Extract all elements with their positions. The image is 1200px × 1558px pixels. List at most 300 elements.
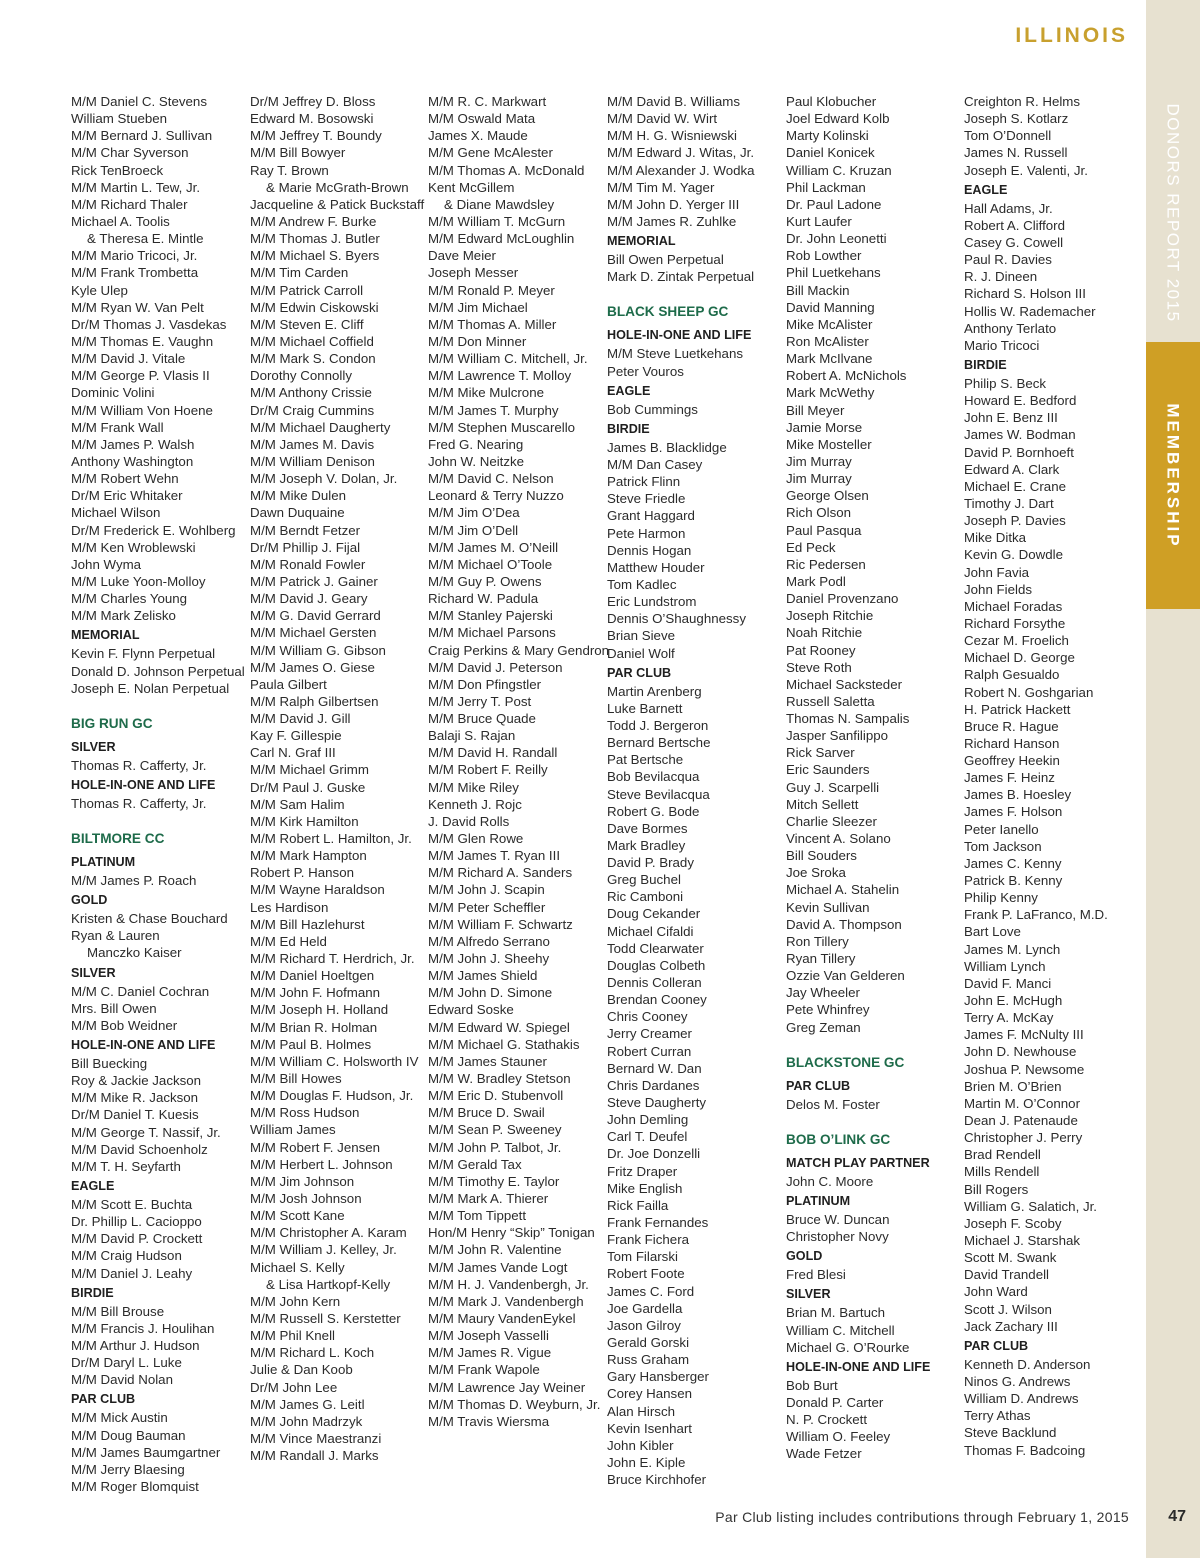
- donor-name: M/M Mike Mulcrone: [428, 385, 544, 401]
- donor-name: Robert Foote: [607, 1266, 685, 1282]
- donor-name: Bernard W. Dan: [607, 1060, 702, 1076]
- donor-name: M/M Mike Riley: [428, 779, 519, 795]
- donor-name: Ralph Gesualdo: [964, 667, 1060, 683]
- donor-name: M/M T. H. Seyfarth: [71, 1158, 181, 1174]
- donor-name: Daniel Wolf: [607, 645, 675, 661]
- donor-column-5: [786, 93, 964, 1463]
- donor-name: Leonard & Terry Nuzzo: [428, 488, 564, 504]
- donor-name: M/M Frank Wapole: [428, 1362, 540, 1378]
- donor-name: M/M James R. Zuhlke: [607, 213, 737, 229]
- donor-name: M/M Steven E. Cliff: [250, 316, 364, 332]
- donor-name: Hollis W. Rademacher: [964, 303, 1096, 319]
- donor-name: Edward Soske: [428, 1002, 514, 1018]
- donor-name: Joel Edward Kolb: [786, 111, 890, 127]
- donor-name: M/M Robert F. Reilly: [428, 762, 548, 778]
- donor-name: Guy J. Scarpelli: [786, 779, 880, 795]
- donor-name: M/M R. C. Markwart: [428, 94, 547, 109]
- donor-name: M/M Ralph Gilbertsen: [250, 693, 379, 709]
- donor-name: Fred Blesi: [786, 1267, 846, 1283]
- footer-note: Par Club listing includes contributions through February 1, 2015: [715, 1509, 1129, 1525]
- donor-name: William Stueben: [71, 111, 168, 127]
- donor-name: Gary Hansberger: [607, 1369, 709, 1385]
- donor-name: Mitch Sellett: [786, 796, 859, 812]
- donor-name: Bill Meyer: [786, 402, 845, 418]
- giving-level-heading: SILVER: [786, 1287, 831, 1302]
- donor-name: M/M Andrew F. Burke: [250, 213, 377, 229]
- donor-name: William James: [250, 1122, 336, 1138]
- donor-name: Kevin G. Dowdle: [964, 547, 1064, 563]
- donor-name: Peter Ianello: [964, 821, 1039, 837]
- donor-name: Balaji S. Rajan: [428, 728, 516, 744]
- donor-name: Michael G. O’Rourke: [786, 1339, 910, 1355]
- donor-name: Dave Bormes: [607, 820, 688, 836]
- donor-name: Joseph Messer: [428, 265, 519, 281]
- donor-name: Daniel Konicek: [786, 145, 875, 161]
- donor-name: Michael J. Starshak: [964, 1233, 1081, 1248]
- donor-name: M/M Sam Halim: [250, 796, 345, 812]
- donor-name: Joseph S. Kotlarz: [964, 111, 1069, 127]
- donor-name: Philip Kenny: [964, 890, 1038, 906]
- donor-name: M/M Jim O’Dea: [428, 505, 520, 521]
- donor-name: Rick Sarver: [786, 745, 855, 761]
- donor-name: Brian Sieve: [607, 628, 675, 644]
- donor-name: Dennis Hogan: [607, 542, 692, 558]
- donor-name: M/M Patrick Carroll: [250, 282, 364, 298]
- donor-name: M/M Michael Gersten: [250, 625, 377, 641]
- donor-name: Fritz Draper: [607, 1163, 678, 1179]
- donor-name: Bill Owen Perpetual: [607, 252, 724, 268]
- donor-name: M/M Francis J. Houlihan: [71, 1320, 215, 1336]
- donor-name: John E. Benz III: [964, 410, 1058, 426]
- donor-name: Steve Roth: [786, 659, 852, 675]
- donor-name: M/M Russell S. Kerstetter: [250, 1310, 401, 1326]
- donor-name: M/M James M. O’Neill: [428, 539, 559, 555]
- donor-name: Dean J. Patenaude: [964, 1113, 1078, 1129]
- donor-name: Jack Zachary III: [964, 1318, 1058, 1334]
- donor-name: Thomas R. Cafferty, Jr.: [71, 795, 207, 811]
- donor-name: Rob Lowther: [786, 248, 862, 264]
- donor-name: Paul Pasqua: [786, 522, 862, 538]
- donor-name: M/M Craig Hudson: [71, 1248, 182, 1264]
- donor-name: Bill Souders: [786, 848, 857, 864]
- donor-name: Rich Olson: [786, 505, 852, 521]
- donor-name: M/M Jim Michael: [428, 299, 528, 315]
- donor-name: Craig Perkins & Mary Gendron: [428, 642, 610, 658]
- donor-name: George Olsen: [786, 488, 869, 504]
- donor-name: Joseph E. Valenti, Jr.: [964, 162, 1088, 178]
- donor-name: M/M Vince Maestranzi: [250, 1430, 382, 1446]
- donor-name: M/M James G. Leitl: [250, 1396, 365, 1412]
- donor-name: Rick TenBroeck: [71, 162, 164, 178]
- donor-name: Steve Bevilacqua: [607, 786, 710, 802]
- donor-name: M/M John F. Hofmann: [250, 985, 381, 1001]
- donor-name: M/M Michael Grimm: [250, 762, 369, 778]
- donor-name: M/M Char Syverson: [71, 145, 189, 161]
- donor-name: Mike Ditka: [964, 530, 1027, 546]
- donor-name: Jason Gilroy: [607, 1317, 681, 1333]
- donor-name: Robert A. McNichols: [786, 368, 907, 384]
- donor-name: Dr. John Leonetti: [786, 231, 887, 247]
- giving-level-heading: BIRDIE: [964, 357, 1007, 372]
- donor-name: M/M James P. Walsh: [71, 436, 195, 452]
- donor-name: M/M James P. Roach: [71, 873, 197, 889]
- giving-level-heading: MATCH PLAY PARTNER: [786, 1155, 930, 1170]
- donor-name: James C. Ford: [607, 1283, 695, 1299]
- donor-name-continuation: & Marie McGrath-Brown: [266, 179, 409, 195]
- donor-name: Michael A. Toolis: [71, 213, 170, 229]
- club-heading: BILTMORE CC: [71, 831, 165, 847]
- donor-name: M/M Stephen Muscarello: [428, 419, 576, 435]
- donor-name: M/M David J. Peterson: [428, 659, 563, 675]
- donor-name: Doug Cekander: [607, 906, 701, 922]
- donor-name: Luke Barnett: [607, 700, 683, 716]
- donor-name: Dr/M Daryl L. Luke: [71, 1355, 182, 1371]
- donor-name: Dr/M Phillip J. Fijal: [250, 539, 361, 555]
- donor-name: Dr/M Daniel T. Kuesis: [71, 1107, 199, 1123]
- giving-level-heading: GOLD: [71, 893, 108, 908]
- donor-name: Chris Cooney: [607, 1009, 688, 1025]
- donor-name: M/M Sean P. Sweeney: [428, 1122, 562, 1138]
- donor-name: Greg Zeman: [786, 1019, 861, 1035]
- donor-name: M/M John D. Yerger III: [607, 196, 740, 212]
- donor-name: James X. Maude: [428, 128, 528, 144]
- donor-name: M/M Edward McLoughlin: [428, 231, 575, 247]
- donor-name: Mark Bradley: [607, 837, 686, 853]
- donor-name: M/M William T. McGurn: [428, 213, 566, 229]
- donor-name: M/M Thomas D. Weyburn, Jr.: [428, 1396, 601, 1412]
- donor-name: M/M Brian R. Holman: [250, 1019, 378, 1035]
- donor-name: Kristen & Chase Bouchard: [71, 911, 228, 927]
- donor-name: Mark McWethy: [786, 385, 875, 401]
- donor-name: M/M David Schoenholz: [71, 1141, 208, 1157]
- donor-column-6: [964, 93, 1142, 1459]
- donor-name: Ric Camboni: [607, 889, 684, 905]
- donor-name: Les Hardison: [250, 899, 329, 915]
- donor-name: M/M Frank Trombetta: [71, 265, 199, 281]
- donor-name: John E. Kiple: [607, 1454, 686, 1470]
- donor-name: M/M Ronald Fowler: [250, 556, 366, 572]
- donor-name: Dominic Volini: [71, 385, 155, 401]
- donor-column-2: [250, 93, 428, 1464]
- donor-name: John C. Moore: [786, 1173, 874, 1189]
- donor-name-continuation: & Theresa E. Mintle: [87, 231, 204, 247]
- donor-name: Dr. Phillip L. Cacioppo: [71, 1214, 202, 1230]
- donor-name: Frank Fichera: [607, 1232, 690, 1248]
- donor-name: Marty Kolinski: [786, 128, 869, 144]
- donor-name: M/M Douglas F. Hudson, Jr.: [250, 1088, 414, 1104]
- donor-name: Thomas N. Sampalis: [786, 711, 910, 727]
- donor-name: William G. Salatich, Jr.: [964, 1198, 1097, 1214]
- donor-name: M/M Timothy E. Taylor: [428, 1173, 560, 1189]
- donor-name: Patrick B. Kenny: [964, 873, 1063, 889]
- donor-name: Hall Adams, Jr.: [964, 200, 1053, 216]
- donor-name: Dr/M John Lee: [250, 1379, 338, 1395]
- donor-name: Eric Lundstrom: [607, 594, 697, 610]
- donor-name: M/M Tim M. Yager: [607, 179, 715, 195]
- donor-name: M/M David H. Randall: [428, 745, 558, 761]
- donor-name: M/M Jim Johnson: [250, 1173, 355, 1189]
- donor-name: M/M David C. Nelson: [428, 471, 554, 487]
- donor-name: M/M Alfredo Serrano: [428, 933, 550, 949]
- donor-name: Rick Failla: [607, 1197, 669, 1213]
- donor-name: Mike McAlister: [786, 316, 873, 332]
- donor-name: M/M Don Minner: [428, 333, 527, 349]
- donor-name: Christopher Novy: [786, 1229, 889, 1245]
- donor-name: M/M Bill Brouse: [71, 1303, 165, 1319]
- donor-name: Terry Athas: [964, 1408, 1031, 1424]
- donor-name: Christopher J. Perry: [964, 1130, 1083, 1146]
- donor-name: M/M James T. Ryan III: [428, 848, 561, 864]
- giving-level-heading: SILVER: [71, 965, 116, 980]
- donor-name: Eric Saunders: [786, 762, 870, 778]
- donor-name: M/M Patrick J. Gainer: [250, 573, 378, 589]
- donor-name: M/M Thomas E. Vaughn: [71, 333, 214, 349]
- donor-name: Hon/M Henry “Skip” Tonigan: [428, 1225, 595, 1241]
- donor-name: M/M Peter Scheffler: [428, 899, 546, 915]
- donor-name: Joe Sroka: [786, 865, 846, 881]
- donor-name: Alan Hirsch: [607, 1403, 675, 1419]
- donor-name: James F. Heinz: [964, 770, 1055, 786]
- donor-name-continuation: & Lisa Hartkopf-Kelly: [266, 1276, 391, 1292]
- donor-name: M/M Charles Young: [71, 591, 188, 607]
- donor-name: Martin Arenberg: [607, 683, 702, 699]
- donor-name: John Wyma: [71, 556, 142, 572]
- donor-name: M/M Joseph H. Holland: [250, 1002, 389, 1018]
- donor-name: John Favia: [964, 564, 1030, 580]
- donor-name: M/M William C. Mitchell, Jr.: [428, 351, 588, 367]
- donor-name: M/M Maury VandenEykel: [428, 1310, 576, 1326]
- donor-name: Anthony Washington: [71, 453, 194, 469]
- donor-name: Joe Gardella: [607, 1300, 683, 1316]
- donor-name: M/M W. Bradley Stetson: [428, 1071, 571, 1087]
- donor-name: Michael E. Crane: [964, 478, 1066, 494]
- donor-name: Paul R. Davies: [964, 252, 1052, 268]
- donor-name: Bruce W. Duncan: [786, 1212, 890, 1228]
- donor-name: M/M Mike Dulen: [250, 488, 347, 504]
- donor-name: M/M Dan Casey: [607, 456, 703, 472]
- donor-name: Jay Wheeler: [786, 985, 860, 1001]
- donor-name: Ron McAlister: [786, 333, 869, 349]
- donor-name: M/M Bruce D. Swail: [428, 1105, 545, 1121]
- donor-name: Steve Friedle: [607, 491, 686, 507]
- donor-name: M/M Michael S. Byers: [250, 248, 380, 264]
- donor-name: M/M John Madrzyk: [250, 1413, 363, 1429]
- donor-name: Joseph Ritchie: [786, 608, 874, 624]
- donor-name: John Demling: [607, 1112, 689, 1128]
- donor-name: Kevin Sullivan: [786, 899, 870, 915]
- donor-name: M/M Kirk Hamilton: [250, 813, 359, 829]
- donor-name: Ric Pedersen: [786, 556, 866, 572]
- donor-name: Bill Rogers: [964, 1181, 1029, 1197]
- donor-name: Howard E. Bedford: [964, 393, 1077, 409]
- donor-name: Geoffrey Heekin: [964, 753, 1060, 769]
- donor-name: Russell Saletta: [786, 693, 875, 709]
- donor-name: Dr/M Jeffrey D. Bloss: [250, 94, 376, 109]
- donor-name: M/M James Shield: [428, 968, 538, 984]
- donor-name: Steve Daugherty: [607, 1095, 707, 1111]
- donor-name: M/M Richard T. Herdrich, Jr.: [250, 951, 415, 967]
- donor-name: Dorothy Connolly: [250, 368, 352, 384]
- donor-name: Robert G. Bode: [607, 803, 700, 819]
- donor-name: Michael Foradas: [964, 598, 1063, 614]
- page-number: 47: [1168, 1508, 1186, 1525]
- donor-name: M/M Phil Knell: [250, 1328, 335, 1344]
- donor-name: Robert P. Hanson: [250, 865, 354, 881]
- donor-name: M/M Tom Tippett: [428, 1208, 527, 1224]
- donor-name: John Kibler: [607, 1437, 674, 1453]
- donor-name: Paul Klobucher: [786, 94, 877, 109]
- donor-name: Jacqueline & Patick Buckstaff: [250, 196, 425, 212]
- donor-name: Mark D. Zintak Perpetual: [607, 269, 755, 285]
- donor-name: M/M David J. Gill: [250, 711, 351, 727]
- donor-name: Robert N. Goshgarian: [964, 684, 1094, 700]
- donor-name: Ryan Tillery: [786, 951, 856, 967]
- donor-name: M/M Thomas J. Butler: [250, 231, 380, 247]
- donor-name: Brendan Cooney: [607, 992, 707, 1008]
- donor-name: M/M Bill Hazlehurst: [250, 916, 365, 932]
- donor-name: Michael S. Kelly: [250, 1259, 345, 1275]
- donor-name: David A. Thompson: [786, 916, 902, 932]
- donor-name: M/M James Stauner: [428, 1053, 547, 1069]
- donor-name: M/M Ronald P. Meyer: [428, 282, 555, 298]
- donor-name: Scott M. Swank: [964, 1250, 1057, 1266]
- donor-name: Carl N. Graf III: [250, 745, 336, 761]
- donor-name: Frank P. LaFranco, M.D.: [964, 907, 1108, 923]
- donor-name: Phil Lackman: [786, 179, 866, 195]
- donor-name: M/M David J. Vitale: [71, 351, 186, 367]
- donor-name: M/M Michael O’Toole: [428, 556, 553, 572]
- donor-name: Dr/M Thomas J. Vasdekas: [71, 316, 227, 332]
- donor-name: Bruce Kirchhofer: [607, 1472, 707, 1488]
- donor-name: M/M Michael Daugherty: [250, 419, 391, 435]
- donor-name: Joseph F. Scoby: [964, 1215, 1062, 1231]
- donor-name: M/M Richard L. Koch: [250, 1345, 375, 1361]
- giving-level-heading: EAGLE: [607, 383, 651, 398]
- donor-name: Grant Haggard: [607, 508, 695, 524]
- donor-name: Joshua P. Newsome: [964, 1061, 1085, 1077]
- donor-name: William C. Mitchell: [786, 1322, 895, 1338]
- donor-name: M/M Jeffrey T. Boundy: [250, 128, 382, 144]
- giving-level-heading: BIRDIE: [71, 1285, 114, 1300]
- donor-name: M/M Lawrence Jay Weiner: [428, 1379, 586, 1395]
- donor-name: M/M Daniel J. Leahy: [71, 1265, 193, 1281]
- donor-name: M/M Mark A. Thierer: [428, 1191, 549, 1206]
- donor-name: Matthew Houder: [607, 559, 705, 575]
- donor-name: M/M Doug Bauman: [71, 1427, 186, 1443]
- donor-name: Brien M. O’Brien: [964, 1078, 1062, 1094]
- donor-name: M/M Bill Bowyer: [250, 145, 346, 161]
- donor-name: Michael Sacksteder: [786, 676, 903, 692]
- giving-level-heading: GOLD: [786, 1249, 823, 1264]
- donor-name: Frank Fernandes: [607, 1215, 709, 1231]
- giving-level-heading: EAGLE: [71, 1179, 115, 1194]
- donor-name: Kyle Ulep: [71, 282, 128, 298]
- donor-name: William O. Feeley: [786, 1429, 891, 1445]
- donor-name: Tom Filarski: [607, 1249, 678, 1265]
- donor-name: Creighton R. Helms: [964, 94, 1081, 109]
- club-heading: BIG RUN GC: [71, 715, 153, 731]
- donor-name: Douglas Colbeth: [607, 957, 706, 973]
- donor-name: M/M John Kern: [250, 1293, 341, 1309]
- donor-name: Terry A. McKay: [964, 1010, 1054, 1026]
- giving-level-heading: HOLE-IN-ONE AND LIFE: [607, 328, 752, 343]
- donor-name: M/M Bill Howes: [250, 1071, 342, 1087]
- donor-name: M/M George P. Vlasis II: [71, 368, 210, 384]
- donor-name: M/M Mick Austin: [71, 1410, 168, 1426]
- donor-name: Timothy J. Dart: [964, 495, 1054, 511]
- donor-name: David P. Brady: [607, 855, 694, 871]
- donor-column-3: [428, 93, 610, 1430]
- report-title: DONORS REPORT 2015: [1164, 103, 1184, 323]
- donor-name: M/M Bruce Quade: [428, 711, 536, 727]
- club-heading: BLACKSTONE GC: [786, 1054, 905, 1070]
- donor-name: Anthony Terlato: [964, 320, 1057, 336]
- donor-name: Mills Rendell: [964, 1164, 1040, 1180]
- donor-name: Dave Meier: [428, 248, 496, 264]
- donor-name: Pat Bertsche: [607, 752, 684, 768]
- giving-level-heading: PAR CLUB: [964, 1338, 1029, 1353]
- donor-name: M/M Ken Wroblewski: [71, 539, 196, 555]
- donor-name: M/M David J. Geary: [250, 591, 368, 607]
- donor-name: M/M Edward J. Witas, Jr.: [607, 145, 755, 161]
- donor-name: Pete Harmon: [607, 525, 686, 541]
- donor-name: Peter Vouros: [607, 363, 684, 379]
- donor-name: Jasper Sanfilippo: [786, 728, 889, 744]
- donor-name: Dennis O’Shaughnessy: [607, 611, 746, 627]
- donor-name: Donald P. Carter: [786, 1395, 884, 1410]
- donor-name: Bart Love: [964, 924, 1021, 940]
- donor-name: Greg Buchel: [607, 872, 681, 888]
- donor-name: Noah Ritchie: [786, 625, 863, 641]
- donor-name: Robert Curran: [607, 1043, 692, 1059]
- donor-name: Mike English: [607, 1180, 683, 1196]
- donor-name: M/M Michael G. Stathakis: [428, 1036, 580, 1052]
- donor-name: M/M Ryan W. Van Pelt: [71, 299, 204, 315]
- donor-name: John D. Newhouse: [964, 1044, 1077, 1060]
- donor-name: M/M C. Daniel Cochran: [71, 983, 210, 999]
- donor-name: M/M Mark J. Vandenbergh: [428, 1293, 584, 1309]
- donor-name: M/M John R. Valentine: [428, 1242, 562, 1258]
- donor-name: Richard Hanson: [964, 735, 1060, 751]
- donor-name: Dr/M Paul J. Guske: [250, 779, 366, 795]
- donor-name: M/M John P. Talbot, Jr.: [428, 1139, 562, 1155]
- donor-name: M/M Mark Hampton: [250, 848, 367, 864]
- donor-name: Kevin F. Flynn Perpetual: [71, 646, 216, 662]
- donor-name: M/M William C. Holsworth IV: [250, 1053, 419, 1069]
- donor-name: M/M Bob Weidner: [71, 1017, 178, 1033]
- donor-name: M/M Herbert L. Johnson: [250, 1156, 393, 1172]
- donor-name: Jim Murray: [786, 471, 852, 487]
- donor-name: Dr. Joe Donzelli: [607, 1146, 701, 1162]
- donor-name: James B. Blacklidge: [607, 439, 727, 455]
- donor-name: James B. Hoesley: [964, 787, 1072, 803]
- donor-name: M/M Jerry Blaesing: [71, 1461, 185, 1477]
- donor-name: Dr/M Frederick E. Wohlberg: [71, 522, 236, 538]
- giving-level-heading: HOLE-IN-ONE AND LIFE: [71, 777, 216, 792]
- donor-name: Bob Burt: [786, 1377, 838, 1393]
- donor-name: M/M Robert L. Hamilton, Jr.: [250, 831, 412, 847]
- donor-name: M/M Edwin Ciskowski: [250, 299, 379, 315]
- donor-name: Carl T. Deufel: [607, 1129, 688, 1145]
- donor-name: M/M Edward W. Spiegel: [428, 1019, 570, 1035]
- donor-name: M/M H. J. Vandenbergh, Jr.: [428, 1276, 589, 1292]
- donor-name: M/M Jerry T. Post: [428, 693, 532, 709]
- donor-name: M/M Michael Coffield: [250, 333, 374, 349]
- donor-name: M/M H. G. Wisniewski: [607, 128, 738, 144]
- donor-name: Dr. Paul Ladone: [786, 196, 882, 212]
- donor-name: M/M Steve Luetkehans: [607, 346, 743, 362]
- donor-name: M/M Travis Wiersma: [428, 1413, 550, 1429]
